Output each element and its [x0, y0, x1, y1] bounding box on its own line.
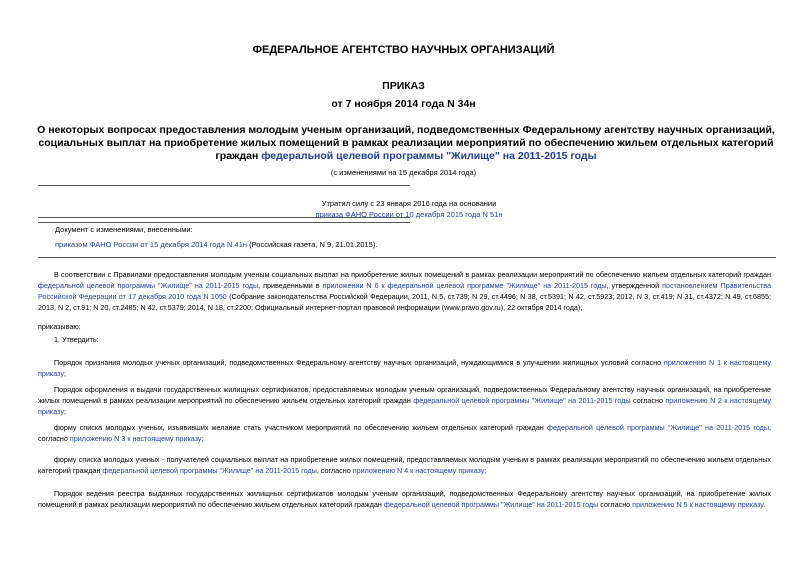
document-date-number: от 7 ноября 2014 года N 34н: [331, 98, 476, 110]
item-text: , согласно: [38, 423, 771, 443]
program-link[interactable]: федеральной целевой программы "Жилище" на 2011-2015 годы: [383, 500, 599, 509]
item-text: Порядок оформления и выдачи государственных жилищных сертификатов, предоставляемых молодым ученым организаций, подведомственных Федеральному агентству научных организаций, на приобретение жилых помещений в рамках реализации мероприятий по обеспечению жильем отдельных категорий граждан: [38, 385, 771, 405]
changes-source: (Российская газета, N 9, 21.01.2015).: [247, 240, 378, 249]
program-link[interactable]: федеральной целевой программы "Жилище" на 2011-2015 годы: [102, 466, 317, 475]
item-text: ;: [63, 407, 66, 416]
item-text: форму списка молодых ученых - получателей социальных выплат на приобретение жилых помещений, предоставляемых молодым ученым в рамках реализации мероприятий по обеспечению жильем отдельных категорий граждан: [38, 455, 771, 475]
approve-item-4: [38, 454, 771, 476]
divider: [38, 185, 410, 186]
appendix-3-link[interactable]: приложению N 3 к настоящему приказу: [69, 434, 202, 443]
item-text: , согласно: [316, 466, 353, 475]
changes-block: [55, 224, 775, 250]
item-text: форму списка молодых ученых, изъявивших желание стать участником мероприятий по обеспечению жильем отдельных категорий граждан: [54, 423, 548, 432]
changes-line: [55, 239, 775, 250]
approve-heading: 1. Утвердить:: [54, 335, 99, 344]
program-link[interactable]: федеральной целевой программы "Жилище" на 2011-2015 годы: [38, 281, 259, 290]
order-word: приказываю:: [38, 322, 81, 331]
document-title: [36, 124, 776, 163]
amended-note: (с изменениями на 15 декабря 2014 года): [330, 168, 477, 177]
item-text: Порядок признания молодых ученых организаций, подведомственных Федеральному агентству научных организаций, нуждающимися в улучшении жилищных условий согласно: [54, 358, 664, 367]
approve-item-3: [38, 422, 771, 444]
appendix-4-link[interactable]: приложению N 4 к настоящему приказу: [352, 466, 485, 475]
approve-item-5: [38, 488, 771, 510]
preamble-paragraph: [38, 269, 771, 313]
preamble-text: , утвержденной: [606, 281, 663, 290]
approve-item-1: [38, 357, 771, 379]
item-text: .: [763, 500, 766, 509]
title-program-link[interactable]: федеральной целевой программы "Жилище" на 2011-2015 годы: [261, 150, 597, 162]
government-decree-link[interactable]: постановлением Правительства Российской Федерации от 17 декабря 2010 года N 1050: [38, 281, 771, 301]
appendix-1-link[interactable]: приложению N 1 к настоящему приказу: [38, 358, 772, 378]
approve-item-2: [38, 384, 771, 417]
preamble-text: В соответствии с Правилами предоставления молодым ученым социальных выплат на приобретение жилых помещений в рамках реализации мероприятий по обеспечению жильем отдельных категорий граждан: [54, 270, 771, 279]
item-text: Порядок ведения реестра выданных государственных жилищных сертификатов молодым ученым организаций, подведомственных Федеральному агентству научных организаций, на приобретение жилых помещений в рамках реализации мероприятий по обеспечению жильем отдельных категорий граждан: [38, 489, 771, 509]
lost-force-link[interactable]: приказа ФАНО России от 10 декабря 2015 года N 51н: [315, 210, 503, 219]
changes-label: Документ с изменениями, внесенными:: [55, 225, 193, 234]
program-link[interactable]: федеральной целевой программы "Жилище" на 2011-2015 годы: [547, 423, 769, 432]
divider: [38, 217, 410, 218]
preamble-text: (Собрание законодательства Российской Федерации, 2011, N 5, ст.739; N 29, ст.4496; N 38, ст.5391; N 42, ст.5923; 2012, N 3, ст.419; N 31, ст.4372; N 49, ст.6855; 2013, N 2, ст.91; N 20, ст.2485; N 42, ст.5379; 2014, N 18, ст.2200; Официальный интернет-портал правовой информации (www.pravo.gov.ru), 22 октября 2014 года),: [38, 292, 771, 312]
preamble-text: , приведенными в: [258, 281, 323, 290]
item-text: ;: [63, 369, 66, 378]
item-text: ;: [201, 434, 204, 443]
program-link[interactable]: федеральной целевой программы "Жилище" на 2011-2015 годы: [413, 396, 631, 405]
appendix-6-link[interactable]: приложении N 6 к федеральной целевой программе "Жилище" на 2011-2015 годы: [322, 281, 607, 290]
divider: [38, 257, 776, 258]
agency-name: ФЕДЕРАЛЬНОЕ АГЕНТСТВО НАУЧНЫХ ОРГАНИЗАЦИЙ: [252, 44, 555, 56]
item-text: согласно: [598, 500, 633, 509]
appendix-2-link[interactable]: приложению N 2 к настоящему приказу: [38, 396, 772, 416]
item-text: ;: [484, 466, 487, 475]
document-type: ПРИКАЗ: [382, 80, 425, 92]
changes-order-link[interactable]: приказом ФАНО России от 15 декабря 2014 года N 41н: [55, 240, 248, 249]
lost-force-text: Утратил силу с 23 января 2016 года на основании: [321, 199, 497, 208]
item-text: согласно: [630, 396, 666, 405]
divider: [38, 222, 410, 223]
appendix-5-link[interactable]: приложению N 5 к настоящему приказу: [632, 500, 764, 509]
title-text: О некоторых вопросах предоставления молодым ученым организаций, подведомственных Федеральному агентству научных организаций, социальных выплат на приобретение жилых помещений в рамках реализации мероприятий по обеспечению жильем отдельных категорий граждан: [37, 124, 775, 162]
